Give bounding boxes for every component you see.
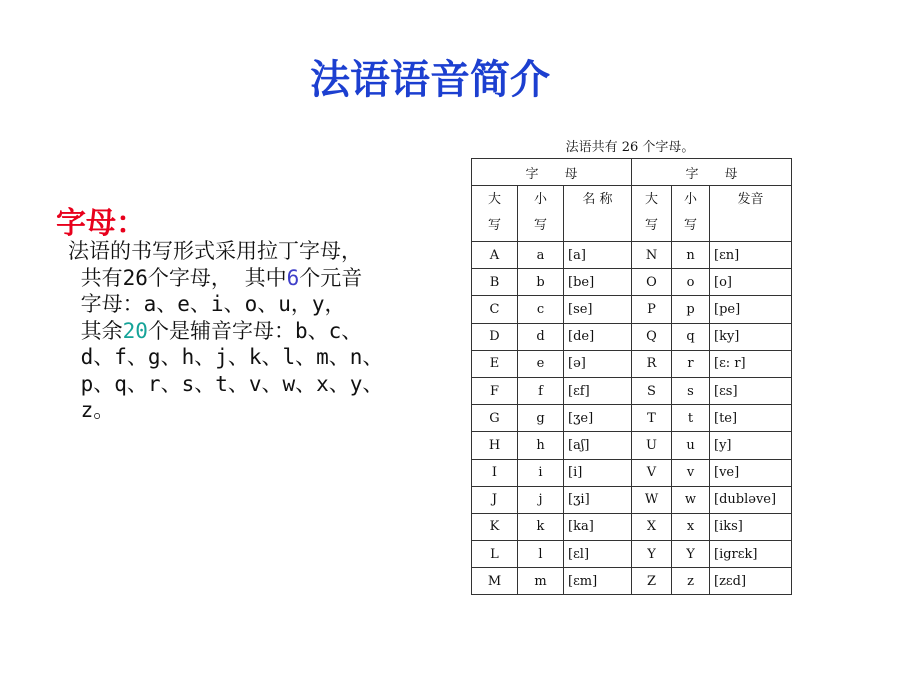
cell-name: [ka]: [564, 513, 632, 540]
cell-name: [i]: [564, 459, 632, 486]
cell-upper: A: [472, 242, 518, 269]
cell-upper: F: [472, 377, 518, 404]
cell-upper: I: [472, 459, 518, 486]
paragraph-line: [68, 318, 446, 345]
table-row: [472, 486, 792, 513]
cell-name: [de]: [564, 323, 632, 350]
cell-lower: a: [518, 242, 564, 269]
table-row: [472, 350, 792, 377]
cell-upper: S: [632, 377, 672, 404]
cell-lower: g: [518, 405, 564, 432]
paragraph-line: d、f、g、h、j、k、l、m、n、: [68, 345, 384, 369]
cell-upper: C: [472, 296, 518, 323]
table-row: [472, 541, 792, 568]
cell-lower: t: [672, 405, 710, 432]
paragraph-line: z。: [68, 398, 115, 422]
cell-lower: h: [518, 432, 564, 459]
table-row: [472, 432, 792, 459]
cell-upper: V: [632, 459, 672, 486]
cell-sound: [ve]: [710, 459, 792, 486]
table-row: [472, 377, 792, 404]
cell-name: [aʃ]: [564, 432, 632, 459]
cell-lower: m: [518, 568, 564, 595]
cell-upper: E: [472, 350, 518, 377]
alphabet-table: [471, 158, 792, 595]
cell-upper: Z: [632, 568, 672, 595]
cell-name: [ɛl]: [564, 541, 632, 568]
cell-sound: [dubləve]: [710, 486, 792, 513]
cell-upper: J: [472, 486, 518, 513]
slide-title: 法语语音简介: [310, 56, 550, 103]
cell-upper: P: [632, 296, 672, 323]
cell-lower: x: [672, 513, 710, 540]
text-span: 其余: [68, 318, 123, 343]
cell-upper: M: [472, 568, 518, 595]
table-caption: 法语共有 26 个字母。: [565, 140, 695, 155]
paragraph-line: p、q、r、s、t、v、w、x、y、: [68, 371, 384, 396]
paragraph-line: 法语的书写形式采用拉丁字母，: [68, 239, 362, 263]
cell-sound: [iks]: [710, 513, 792, 540]
text-span: 共有26个字母， 其中: [68, 265, 287, 290]
cell-lower: l: [518, 541, 564, 568]
cell-name: [be]: [564, 269, 632, 296]
cell-upper: H: [472, 432, 518, 459]
cell-sound: [ɛ: r]: [710, 350, 792, 377]
table-row: [472, 296, 792, 323]
cell-lower: f: [518, 377, 564, 404]
col-header-lower: 小 写: [518, 186, 564, 242]
cell-name: [ʒi]: [564, 486, 632, 513]
consonant-count: 20: [122, 318, 148, 343]
cell-sound: [igrɛk]: [710, 541, 792, 568]
intro-paragraph: [68, 238, 446, 424]
col-header-sound: 发音: [710, 186, 792, 242]
cell-sound: [ky]: [710, 323, 792, 350]
paragraph-line: [68, 265, 446, 292]
cell-sound: [te]: [710, 405, 792, 432]
cell-lower: r: [672, 350, 710, 377]
vowel-count: 6: [286, 265, 300, 290]
text-span: 个元音: [299, 265, 363, 290]
cell-upper: N: [632, 242, 672, 269]
group-header: 字 母: [472, 159, 632, 186]
table-row: [472, 513, 792, 540]
cell-upper: Y: [632, 541, 672, 568]
table-row: [472, 242, 792, 269]
col-header-name: 名 称: [564, 186, 632, 242]
cell-sound: [zɛd]: [710, 568, 792, 595]
cell-upper: X: [632, 513, 672, 540]
cell-sound: [y]: [710, 432, 792, 459]
table-row: [472, 323, 792, 350]
cell-upper: T: [632, 405, 672, 432]
cell-lower: n: [672, 242, 710, 269]
section-heading: 字母：: [56, 206, 146, 241]
cell-sound: [o]: [710, 269, 792, 296]
cell-lower: e: [518, 350, 564, 377]
cell-upper: G: [472, 405, 518, 432]
cell-upper: O: [632, 269, 672, 296]
paragraph-line: 字母：a、e、i、o、u，y，: [68, 292, 346, 316]
cell-lower: p: [672, 296, 710, 323]
cell-lower: j: [518, 486, 564, 513]
cell-lower: d: [518, 323, 564, 350]
cell-lower: c: [518, 296, 564, 323]
cell-name: [ʒe]: [564, 405, 632, 432]
cell-upper: W: [632, 486, 672, 513]
cell-name: [a]: [564, 242, 632, 269]
cell-lower: i: [518, 459, 564, 486]
cell-lower: u: [672, 432, 710, 459]
cell-upper: R: [632, 350, 672, 377]
table-row: [472, 568, 792, 595]
cell-lower: v: [672, 459, 710, 486]
cell-sound: [ɛs]: [710, 377, 792, 404]
cell-upper: Q: [632, 323, 672, 350]
cell-lower: w: [672, 486, 710, 513]
cell-lower: o: [672, 269, 710, 296]
cell-name: [ɛm]: [564, 568, 632, 595]
group-header: 字 母: [632, 159, 792, 186]
table-row: [472, 269, 792, 296]
col-header-upper: 大 写: [472, 186, 518, 242]
col-header-upper: 大 写: [632, 186, 672, 242]
cell-name: [ə]: [564, 350, 632, 377]
text-span: 个是辅音字母：b、c、: [147, 318, 363, 343]
cell-upper: K: [472, 513, 518, 540]
cell-sound: [ɛn]: [710, 242, 792, 269]
cell-lower: Y: [672, 541, 710, 568]
cell-lower: b: [518, 269, 564, 296]
table-row: [472, 405, 792, 432]
cell-name: [se]: [564, 296, 632, 323]
cell-lower: q: [672, 323, 710, 350]
cell-upper: L: [472, 541, 518, 568]
cell-lower: k: [518, 513, 564, 540]
cell-lower: z: [672, 568, 710, 595]
cell-upper: B: [472, 269, 518, 296]
cell-lower: s: [672, 377, 710, 404]
table-row: [472, 459, 792, 486]
col-header-lower: 小 写: [672, 186, 710, 242]
cell-upper: D: [472, 323, 518, 350]
cell-name: [ɛf]: [564, 377, 632, 404]
cell-upper: U: [632, 432, 672, 459]
cell-sound: [pe]: [710, 296, 792, 323]
